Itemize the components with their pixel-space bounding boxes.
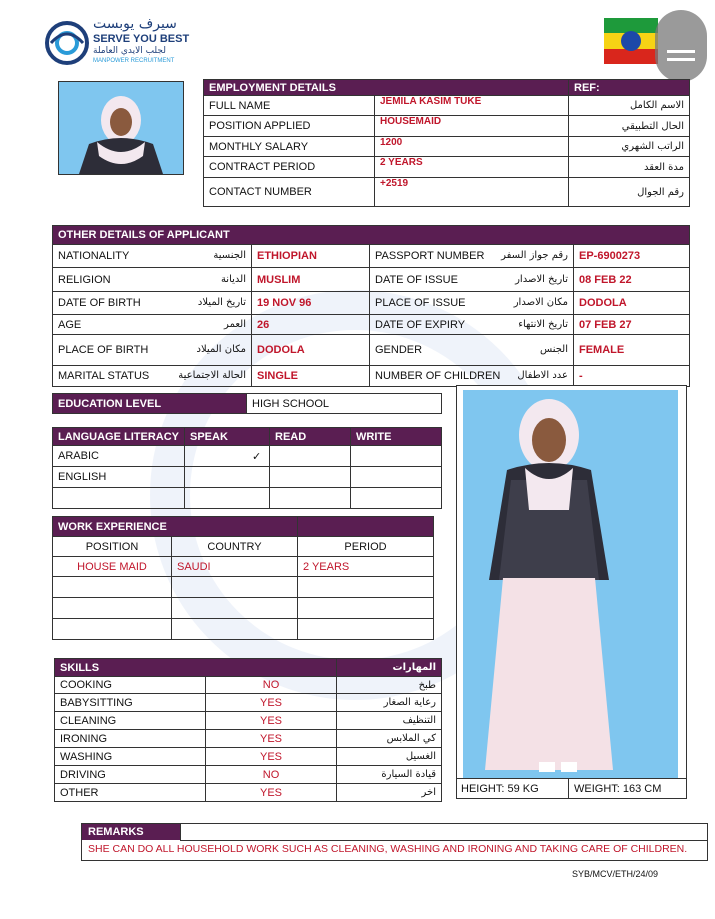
skill-ironing-value: YES xyxy=(206,730,337,748)
skill-cleaning: CLEANING xyxy=(55,712,206,730)
label-marital: MARITAL STATUS xyxy=(58,370,150,382)
value-contact: +2519 xyxy=(375,178,569,207)
check-icon: ✓ xyxy=(252,450,262,463)
education-table xyxy=(52,393,442,414)
lang-arabic-write xyxy=(351,446,442,467)
label-contact: CONTACT NUMBER xyxy=(204,178,375,207)
lang-header-speak: SPEAK xyxy=(185,428,270,446)
skills-header-ar: المهارات xyxy=(337,659,442,677)
label-passport: PASSPORT NUMBER xyxy=(375,250,485,262)
ar-age: العمر xyxy=(224,318,246,330)
company-logo xyxy=(45,18,195,70)
lang-english-write xyxy=(351,467,442,488)
footer-code: SYB/MCV/ETH/24/09 xyxy=(572,869,659,879)
ar-passport: رقم جواز السفر xyxy=(501,250,568,261)
value-marital: SINGLE xyxy=(252,366,370,387)
lang-header-literacy: LANGUAGE LITERACY xyxy=(53,428,185,446)
value-age: 26 xyxy=(252,315,370,335)
value-full-name: JEMILA KASIM TUKE xyxy=(375,96,569,116)
logo-name: SERVE YOU BEST xyxy=(93,33,190,45)
label-salary: MONTHLY SALARY xyxy=(204,137,375,157)
work-position: HOUSE MAID xyxy=(53,557,172,577)
ar-expiry: تاريخ الانتهاء xyxy=(518,318,568,330)
value-pob: DODOLA xyxy=(252,335,370,366)
other-header: OTHER DETAILS OF APPLICANT xyxy=(53,226,370,245)
value-contract: 2 YEARS xyxy=(375,157,569,178)
lang-arabic-read xyxy=(252,446,351,467)
label-children: NUMBER OF CHILDREN xyxy=(375,370,501,382)
logo-icon xyxy=(45,21,89,65)
ar-date-issue: تاريخ الاصدار xyxy=(515,273,568,285)
label-expiry: DATE OF EXPIRY xyxy=(375,318,466,331)
ar-full-name: الاسم الكامل xyxy=(569,96,690,116)
ar-contact: رقم الجوال xyxy=(569,178,690,207)
ar-position: الحال التطبيقي xyxy=(569,116,690,137)
skill-washing: WASHING xyxy=(55,748,206,766)
skill-ironing: IRONING xyxy=(55,730,206,748)
skills-table: SKILLS المهارات COOKING NO طبخ BABYSITTING YES رعاية الصغار CLEANING YES التنظيف IRONING YES كي الملابس WASHING YES الغسيل DRIVING NO قيادة السيارة OTHER YES اخر xyxy=(54,658,442,802)
work-header-period: PERIOD xyxy=(298,537,434,557)
skill-other-value: YES xyxy=(206,784,337,802)
label-position: POSITION APPLIED xyxy=(204,116,375,137)
logo-sub: MANPOWER RECRUITMENT xyxy=(93,58,175,64)
skill-babysitting-value: YES xyxy=(206,694,337,712)
skill-other: OTHER xyxy=(55,784,206,802)
label-nationality: NATIONALITY xyxy=(58,250,130,262)
lang-arabic: ARABIC xyxy=(53,446,185,467)
skill-driving-value: NO xyxy=(206,766,337,784)
lang-english-speak xyxy=(185,467,270,488)
skill-cleaning-value: YES xyxy=(206,712,337,730)
skill-driving: DRIVING xyxy=(55,766,206,784)
work-header-country: COUNTRY xyxy=(172,537,298,557)
menu-icon[interactable] xyxy=(655,10,707,82)
lang-english-read xyxy=(270,467,351,488)
value-date-issue: 08 FEB 22 xyxy=(574,268,690,292)
ar-contract: مدة العقد xyxy=(569,157,690,178)
work-header-position: POSITION xyxy=(53,537,172,557)
logo-arabic: سيرف يوبست xyxy=(93,16,177,32)
value-dob: 19 NOV 96 xyxy=(252,292,370,315)
value-nationality: ETHIOPIAN xyxy=(252,245,370,268)
work-period: 2 YEARS xyxy=(298,557,434,577)
lang-english: ENGLISH xyxy=(53,467,185,488)
logo-arabic-sub: لجلب الايدي العاملة xyxy=(93,46,166,56)
value-expiry: 07 FEB 27 xyxy=(574,315,690,335)
ar-nationality: الجنسية xyxy=(213,250,246,261)
label-gender: GENDER xyxy=(375,344,423,356)
label-religion: RELIGION xyxy=(58,273,111,286)
applicant-fullbody-photo xyxy=(456,385,687,799)
employment-table xyxy=(203,79,690,207)
remarks-section xyxy=(81,823,708,861)
work-table xyxy=(52,516,434,640)
lang-header-write: WRITE xyxy=(351,428,442,446)
lang-blank xyxy=(53,488,185,509)
value-place-issue: DODOLA xyxy=(574,292,690,315)
value-religion: MUSLIM xyxy=(252,268,370,292)
employment-header: EMPLOYMENT DETAILS xyxy=(204,80,569,96)
ar-dob: تاريخ الميلاد xyxy=(197,297,246,308)
work-header: WORK EXPERIENCE xyxy=(53,517,298,537)
work-country: SAUDI xyxy=(172,557,298,577)
skill-cooking: COOKING xyxy=(55,677,206,694)
language-table xyxy=(52,427,442,509)
education-label: EDUCATION LEVEL xyxy=(53,394,247,414)
other-details-table xyxy=(52,225,690,387)
remarks-text: SHE CAN DO ALL HOUSEHOLD WORK SUCH AS CLEANING, WASHING AND IRONING AND TAKING CARE OF CHILDREN. xyxy=(88,843,688,855)
value-gender: FEMALE xyxy=(574,335,690,366)
ar-religion: الديانة xyxy=(220,273,246,285)
label-place-issue: PLACE OF ISSUE xyxy=(375,297,466,309)
height-label: HEIGHT: 59 KG xyxy=(461,783,539,795)
weight-label: WEIGHT: 163 CM xyxy=(574,783,662,795)
ar-place-issue: مكان الاصدار xyxy=(513,297,568,308)
skill-babysitting: BABYSITTING xyxy=(55,694,206,712)
label-contract: CONTRACT PERIOD xyxy=(204,157,375,178)
ethiopia-flag xyxy=(604,18,658,64)
applicant-headshot xyxy=(58,81,184,175)
ar-salary: الراتب الشهري xyxy=(569,137,690,157)
ar-marital: الحالة الاجتماعية xyxy=(178,370,246,381)
skills-header: SKILLS xyxy=(55,659,337,677)
label-dob: DATE OF BIRTH xyxy=(58,297,141,309)
ar-children: عدد الاطفال xyxy=(517,370,568,381)
value-position: HOUSEMAID xyxy=(375,116,569,137)
skill-cooking-value: NO xyxy=(206,677,337,694)
remarks-label: REMARKS xyxy=(82,824,180,840)
label-full-name: FULL NAME xyxy=(204,96,375,116)
lang-header-read: READ xyxy=(270,428,351,446)
ref-label: REF: xyxy=(569,80,690,96)
value-passport: EP-6900273 xyxy=(574,245,690,268)
label-pob: PLACE OF BIRTH xyxy=(58,344,149,356)
label-age: AGE xyxy=(58,318,82,331)
label-date-issue: DATE OF ISSUE xyxy=(375,273,458,286)
ar-gender: الجنس xyxy=(539,344,568,355)
value-children: - xyxy=(574,366,690,387)
ar-pob: مكان الميلاد xyxy=(196,344,246,355)
education-value: HIGH SCHOOL xyxy=(247,394,442,414)
skill-washing-value: YES xyxy=(206,748,337,766)
value-salary: 1200 xyxy=(375,137,569,157)
